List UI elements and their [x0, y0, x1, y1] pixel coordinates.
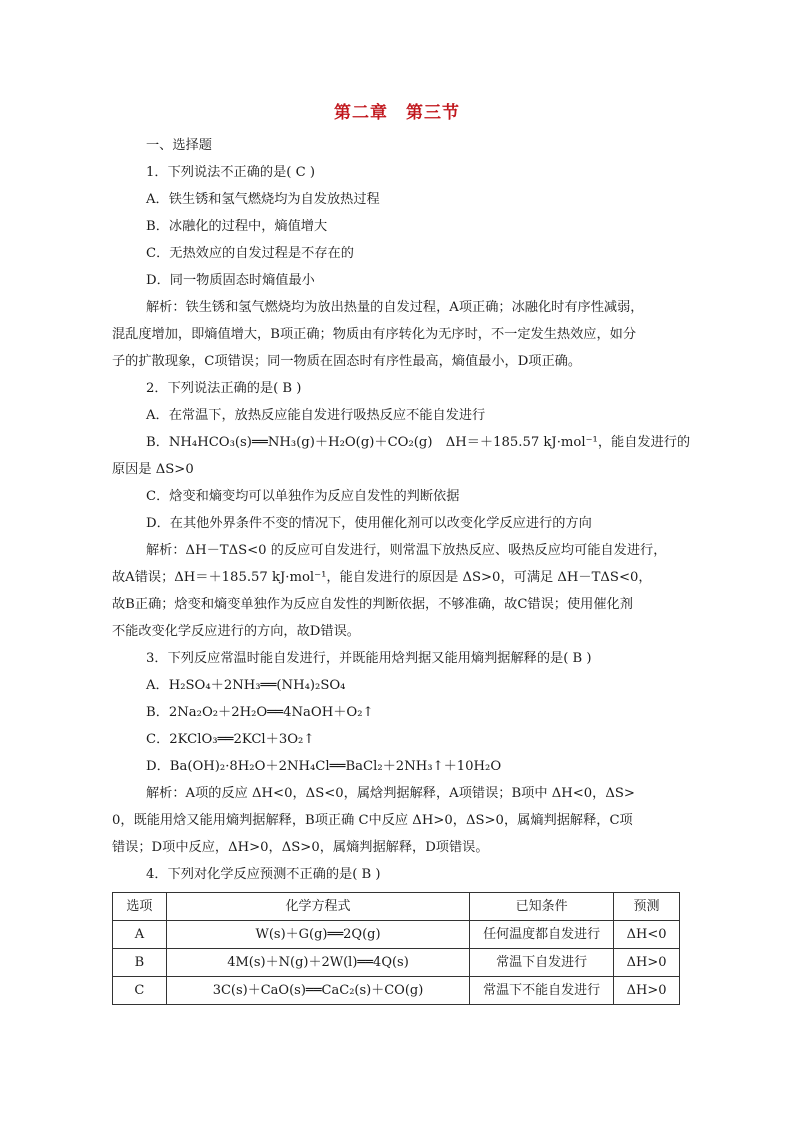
document-body: [112, 132, 691, 1005]
question-4-stem: 4．下列对化学反应预测不正确的是( B ): [146, 867, 381, 882]
table-cell: 3C(s)＋CaO(s)══CaC₂(s)＋CO(g): [166, 977, 470, 1005]
q1-analysis-line: 子的扩散现象，C项错误；同一物质在固态时有序性最高，熵值最小，D项正确。: [112, 354, 582, 369]
q1-analysis-line: 混乱度增加，即熵值增大，B项正确；物质由有序转化为无序时，不一定发生热效应，如分: [112, 327, 636, 342]
q2-option-a: A．在常温下，放热反应能自发进行吸热反应不能自发进行: [146, 408, 486, 423]
q3-analysis-line: 0，既能用焓又能用熵判据解释，B项正确 C中反应 ΔH>0，ΔS>0，属熵判据解释，C项: [112, 813, 633, 828]
table-cell: 常温下自发进行: [470, 949, 614, 977]
table-cell: 常温下不能自发进行: [470, 977, 614, 1005]
q3-option-c: C．2KClO₃══2KCl＋3O₂↑: [146, 732, 315, 747]
question-2-stem: 2．下列说法正确的是( B ): [146, 381, 302, 396]
table-header-row: [113, 893, 680, 921]
q1-option-d: D．同一物质固态时熵值最小: [146, 273, 315, 288]
table-header-cell: 化学方程式: [166, 893, 470, 921]
q2-analysis-line: 不能改变化学反应进行的方向，故D错误。: [112, 624, 360, 639]
q1-option-b: B．冰融化的过程中，熵值增大: [146, 219, 328, 234]
table-row: [113, 949, 680, 977]
q1-analysis-line: 解析：铁生锈和氢气燃烧均为放出热量的自发过程，A项正确；冰融化时有序性减弱，: [146, 300, 644, 315]
table-cell: A: [113, 921, 167, 949]
question-3-stem: 3．下列反应常温时能自发进行，并既能用焓判据又能用熵判据解释的是( B ): [146, 651, 592, 666]
prediction-table: [112, 892, 680, 1005]
q3-option-b: B．2Na₂O₂＋2H₂O══4NaOH＋O₂↑: [146, 705, 374, 720]
table-cell: B: [113, 949, 167, 977]
table-cell: 4M(s)＋N(g)＋2W(l)══4Q(s): [166, 949, 470, 977]
table-cell: ΔH<0: [614, 921, 680, 949]
table-header-cell: 选项: [113, 893, 167, 921]
q2-option-b-cont: 原因是 ΔS>0: [112, 462, 194, 477]
q1-option-c: C．无热效应的自发过程是不存在的: [146, 246, 354, 261]
page-title: 第二章 第三节: [334, 103, 460, 123]
q3-analysis-line: 解析：A项的反应 ΔH<0，ΔS<0，属焓判据解释，A项错误；B项中 ΔH<0，ΔS>: [146, 786, 635, 801]
table-header-cell: 预测: [614, 893, 680, 921]
q2-option-b: B．NH₄HCO₃(s)══NH₃(g)＋H₂O(g)＋CO₂(g) ΔH＝＋185.57 kJ·mol⁻¹，能自发进行的: [146, 435, 691, 450]
table-cell: ΔH>0: [614, 949, 680, 977]
section-heading: 一、选择题: [146, 138, 212, 153]
q3-option-a: A．H₂SO₄＋2NH₃══(NH₄)₂SO₄: [146, 678, 346, 693]
q2-analysis-line: 故B正确；焓变和熵变单独作为反应自发性的判断依据，不够准确，故C错误；使用催化剂: [112, 597, 633, 612]
q3-option-d: D．Ba(OH)₂·8H₂O＋2NH₄Cl══BaCl₂＋2NH₃↑＋10H₂O: [146, 759, 502, 774]
table-cell: W(s)＋G(g)══2Q(g): [166, 921, 470, 949]
question-1-stem: 1．下列说法不正确的是( C ): [146, 165, 316, 180]
q2-option-d: D．在其他外界条件不变的情况下，使用催化剂可以改变化学反应进行的方向: [146, 516, 592, 531]
table-cell: ΔH>0: [614, 977, 680, 1005]
q2-analysis-line: 解析：ΔH－TΔS<0 的反应可自发进行，则常温下放热反应、吸热反应均可能自发进行，: [146, 543, 667, 558]
q3-analysis-line: 错误；D项中反应，ΔH>0，ΔS>0，属熵判据解释，D项错误。: [112, 840, 489, 855]
q1-option-a: A．铁生锈和氢气燃烧均为自发放热过程: [146, 192, 380, 207]
table-row: [113, 977, 680, 1005]
table-header-cell: 已知条件: [470, 893, 614, 921]
table-cell: C: [113, 977, 167, 1005]
q2-analysis-line: 故A错误；ΔH＝＋185.57 kJ·mol⁻¹，能自发进行的原因是 ΔS>0，可满足 ΔH－TΔS<0，: [112, 570, 652, 585]
table-row: [113, 921, 680, 949]
table-cell: 任何温度都自发进行: [470, 921, 614, 949]
q2-option-c: C．焓变和熵变均可以单独作为反应自发性的判断依据: [146, 489, 460, 504]
